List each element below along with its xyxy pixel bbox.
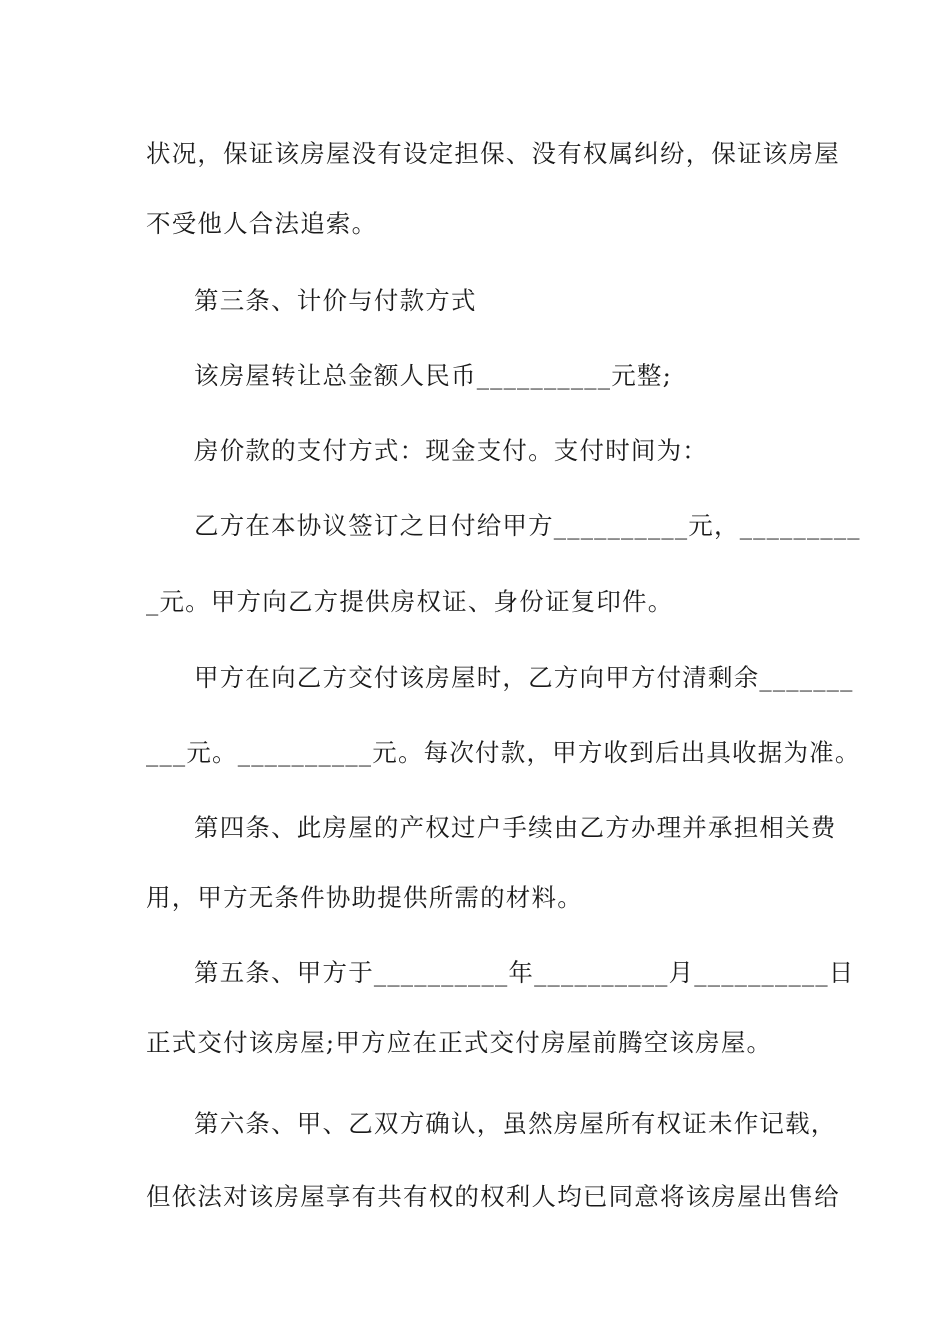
text-line-8: 甲方在向乙方交付该房屋时，乙方向甲方付清剩余_______: [194, 663, 854, 692]
article-6-line-1: 第六条、甲、乙双方确认，虽然房屋所有权证未作记载，: [194, 1109, 837, 1138]
text-line-9: ___元。__________元。每次付款，甲方收到后出具收据为准。: [146, 738, 861, 767]
article-5-line-1: 第五条、甲方于__________年__________月__________日: [194, 958, 855, 987]
text-line-7: _元。甲方向乙方提供房权证、身份证复印件。: [146, 587, 674, 616]
article-4-line-2: 用，甲方无条件协助提供所需的材料。: [146, 883, 583, 912]
text-line-1: 状况，保证该房屋没有设定担保、没有权属纠纷，保证该房屋: [146, 139, 840, 168]
text-line-6: 乙方在本协议签订之日付给甲方__________元，_________: [194, 511, 861, 540]
text-line-5: 房价款的支付方式：现金支付。支付时间为：: [194, 436, 708, 465]
article-5-line-2: 正式交付该房屋;甲方应在正式交付房屋前腾空该房屋。: [146, 1028, 773, 1057]
article-3-heading: 第三条、计价与付款方式: [194, 286, 477, 315]
article-4-line-1: 第四条、此房屋的产权过户手续由乙方办理并承担相关费: [194, 813, 837, 842]
text-line-4: 该房屋转让总金额人民币__________元整;: [194, 361, 673, 390]
text-line-2: 不受他人合法追索。: [146, 209, 378, 238]
article-6-line-2: 但依法对该房屋享有共有权的权利人均已同意将该房屋出售给: [146, 1182, 840, 1211]
